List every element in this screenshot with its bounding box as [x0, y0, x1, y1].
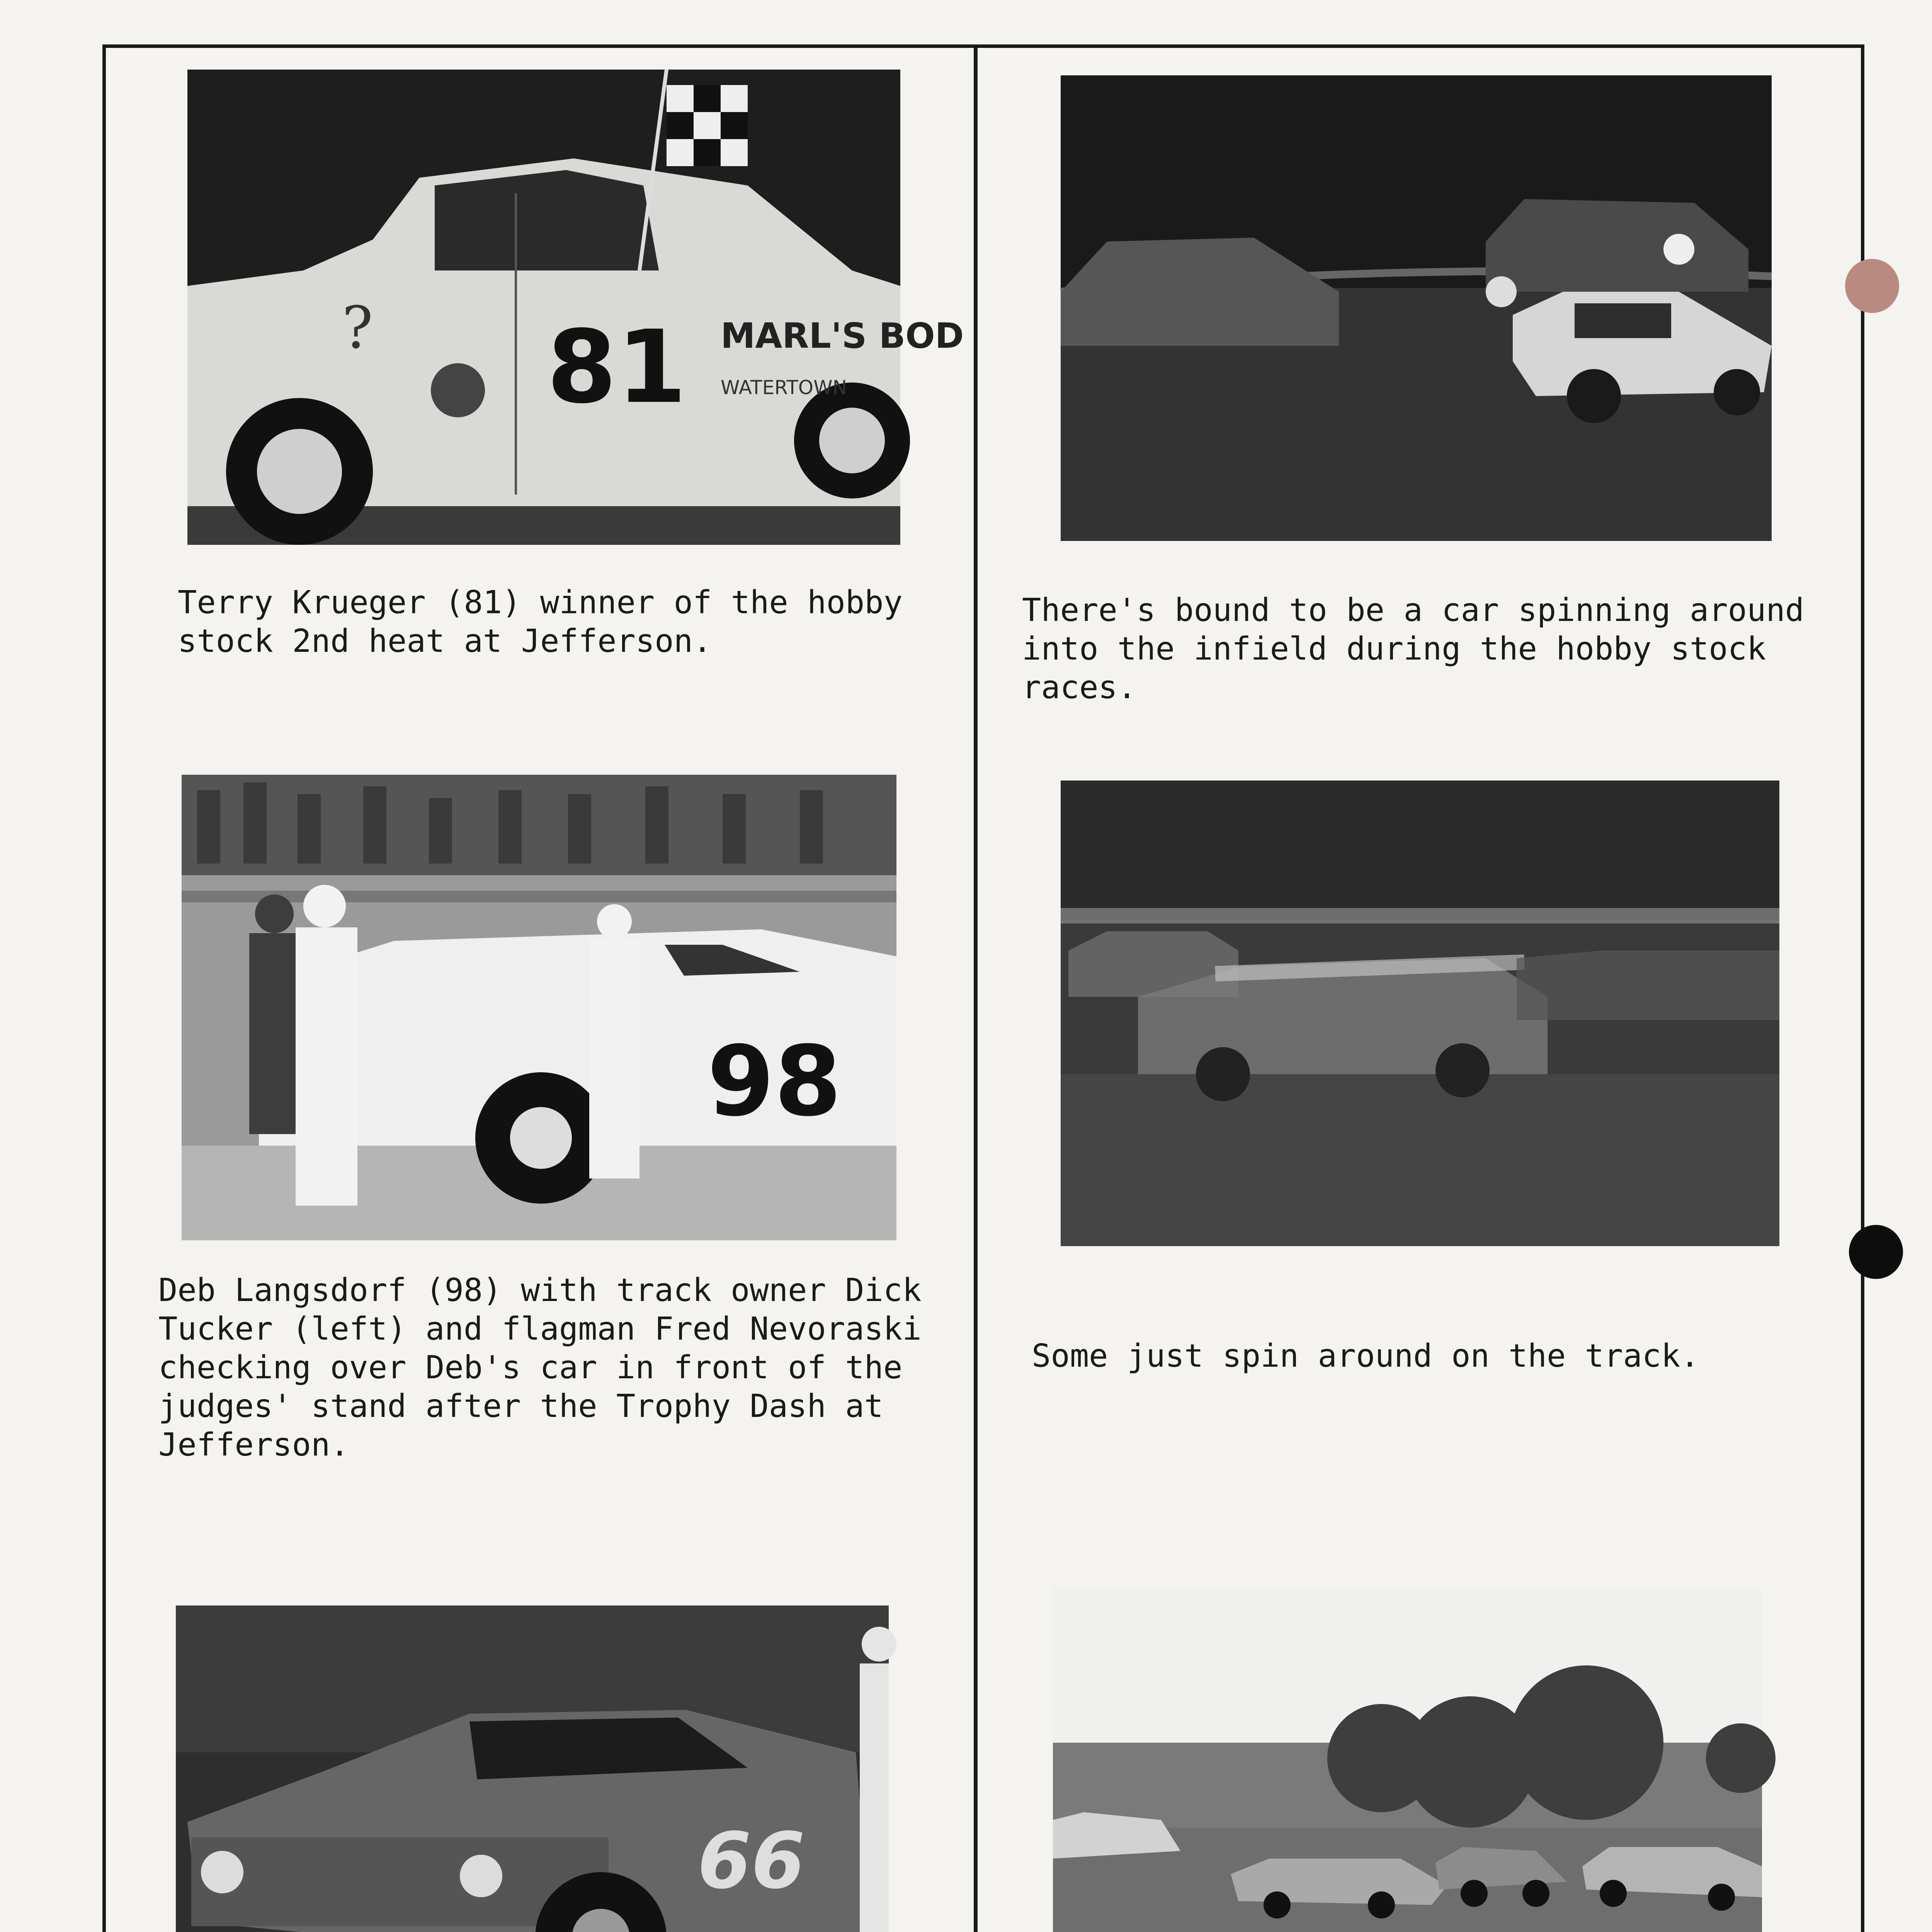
flagman	[589, 904, 639, 1179]
caption-track-spin: Some just spin around on the track.	[1032, 1338, 1699, 1374]
photo-late-models-wrong-way	[1053, 1588, 1762, 1932]
car-sign-text: MARL'S BOD	[721, 316, 964, 356]
photo-track-spin	[1061, 781, 1779, 1246]
photo-darnell-66	[176, 1605, 889, 1932]
photo-hobby-stock-spin	[1061, 75, 1772, 541]
svg-text:?: ?	[342, 294, 373, 362]
punch-hole-top	[1845, 259, 1899, 313]
car-sign-subtext: WATERTOWN	[721, 376, 847, 399]
caption-hobby-stock-spin: There's bound to be a car spinning around into the infield during the hobby stock races.	[1022, 592, 1804, 706]
car-number-66: 66	[697, 1816, 805, 1906]
official-center	[296, 885, 357, 1206]
photo-langsdorf-98	[182, 775, 896, 1240]
caption-krueger: Terry Krueger (81) winner of the hobby stock 2nd heat at Jefferson.	[178, 584, 903, 660]
caption-langsdorf: Deb Langsdorf (98) with track owner Dick Tucker (left) and flagman Fred Nevoraski checking over Deb's car in front of the judges' stand after the Trophy Dash at Jefferson.	[158, 1272, 922, 1463]
punch-hole-middle	[1849, 1225, 1903, 1279]
photo-krueger-81	[187, 70, 964, 545]
column-divider	[974, 44, 978, 1932]
car-number-98: 98	[707, 1025, 842, 1138]
car-number-81: 81	[547, 309, 687, 426]
